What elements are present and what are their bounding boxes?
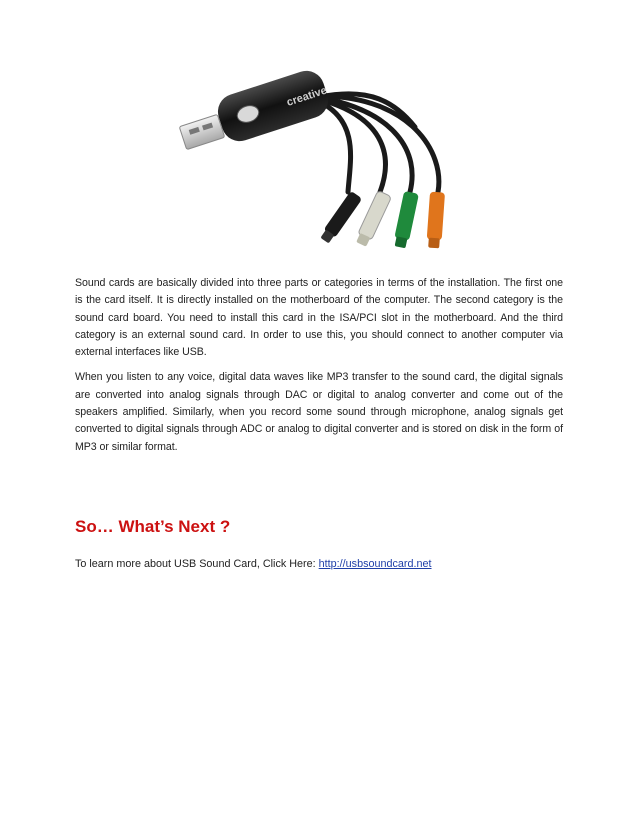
usb-plug — [179, 114, 224, 149]
next-section-heading: So… What’s Next ? — [75, 517, 231, 536]
paragraph-signal-conversion: When you listen to any voice, digital data waves like MP3 transfer to the sound card, the digital signals are converted into analog signals through DAC or digital to analog converter and come out of the speakers amplified. Similarly, when you record some sound through microphone, analog signals get converted to digital signals through ADC or analog to digital converter and is stored on disk in the form of MP3 or similar format. — [75, 371, 563, 453]
brand-logo: creative — [285, 84, 329, 109]
sound-card-body — [213, 66, 332, 146]
paragraph-sound-card-types: Sound cards are basically divided into three parts or categories in terms of the installation. The first one is the card itself. It is directly installed on the motherboard of the computer. The second category is the sound card board. You need to install this card in the ISA/PCI slot in the motherboard. And the third category is an external sound card. In order to use this, you should connect to another computer via external interfaces like USB. — [75, 277, 563, 359]
usbsoundcard-link[interactable]: http://usbsoundcard.net — [318, 558, 432, 570]
audio-jacks — [319, 190, 445, 248]
learn-more-line — [75, 556, 432, 572]
article-body — [75, 275, 563, 464]
learn-more-text: To learn more about USB Sound Card, Click Here: — [75, 558, 319, 570]
usb-sound-card-image — [170, 42, 480, 267]
